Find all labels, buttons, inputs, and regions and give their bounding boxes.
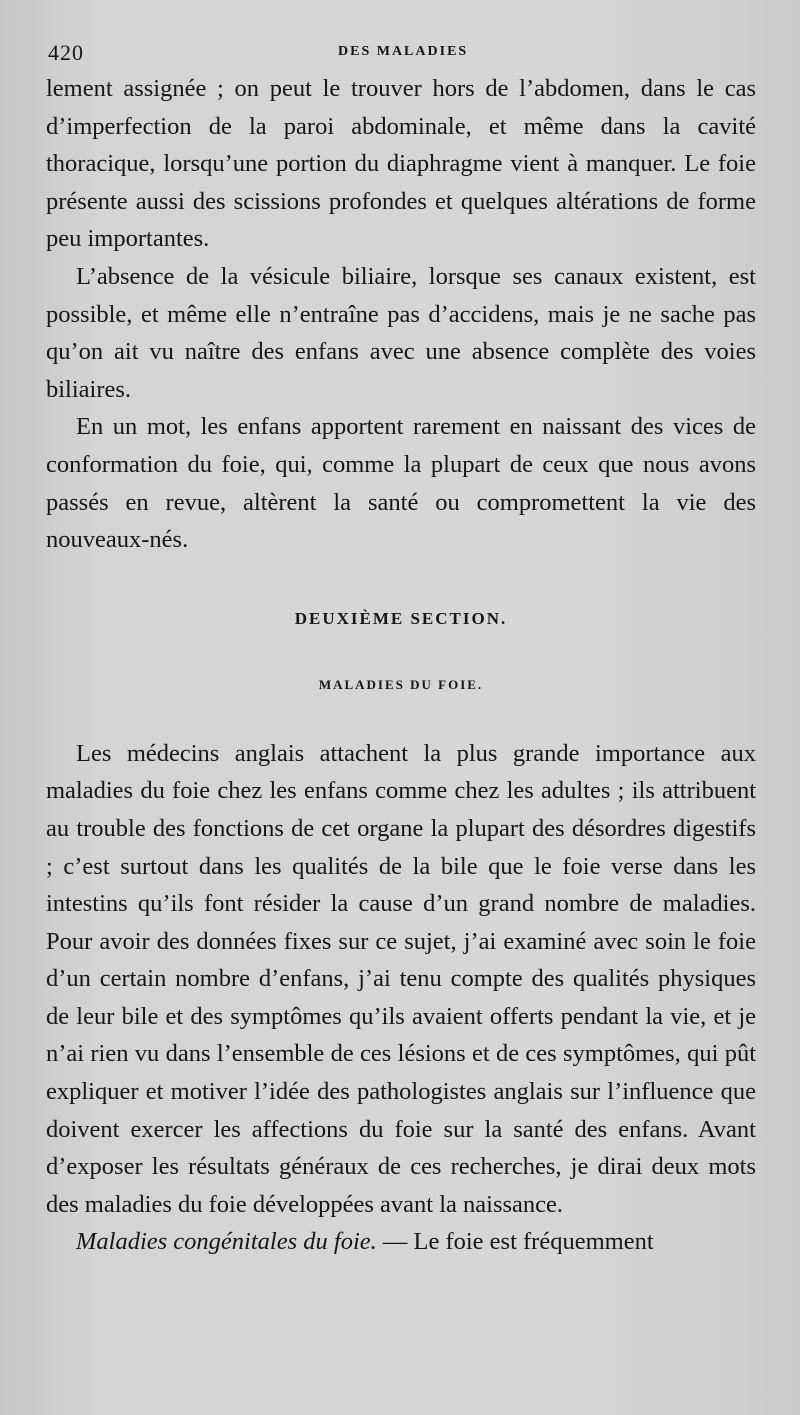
paragraph-continuation: — Le foie est fréquemment xyxy=(376,1228,654,1256)
page-number: 420 xyxy=(48,40,84,65)
running-head xyxy=(46,40,756,70)
text-block-top xyxy=(46,70,756,559)
section-heading: DEUXIÈME SECTION. xyxy=(294,608,508,628)
text-block-bottom xyxy=(46,735,756,1261)
section-subheading: MALADIES DU FOIE. xyxy=(318,676,484,692)
paragraph: En un mot, les enfans apportent rarement en naissant des vices de conformation du foie, qui, comme la plupart de ceux que nous avons passés en revue, altèrent la santé ou compromettent la vie des nouveaux-nés. xyxy=(46,413,756,554)
italic-lead: Maladies congénitales du foie. xyxy=(76,1228,377,1256)
paragraph: L’absence de la vésicule biliaire, lorsque ses canaux existent, est possible, et même elle n’entraîne pas d’accidens, mais je ne sache pas qu’on ait vu naître des enfans avec une absence complète des voies biliaires. xyxy=(46,262,756,403)
paragraph xyxy=(46,1223,756,1261)
running-title: DES MALADIES xyxy=(338,44,469,59)
paragraph: Les médecins anglais attachent la plus grande importance aux maladies du foie chez les enfans comme chez les adultes ; ils attribuent au trouble des fonctions de cet organe la plupart des désordres digestifs ; c’est surtout dans les qualités de la bile que le foie verse dans les intestins qu’ils font résider la cause d’un grand nombre de maladies. Pour avoir des données fixes sur ce sujet, j’ai examiné avec soin le foie d’un certain nombre d’enfans, j’ai tenu compte des qualités physiques de leur bile et des symptômes qu’ils avaient offerts pendant la vie, et je n’ai rien vu dans l’ensemble de ces lésions et de ces symptômes, qui pût expliquer et motiver l’idée des pathologistes anglais sur l’influence que doivent exercer les affections du foie sur la santé des enfans. Avant d’exposer les résultats généraux de ces recherches, je dirai deux mots des maladies du foie développées avant la naissance. xyxy=(46,739,756,1218)
paragraph: lement assignée ; on peut le trouver hors de l’abdomen, dans le cas d’imperfection de la paroi abdominale, et même dans la cavité thoracique, lorsqu’une portion du diaphragme vient à manquer. Le foie présente aussi des scissions profondes et quelques altérations de forme peu importantes. xyxy=(46,75,756,253)
